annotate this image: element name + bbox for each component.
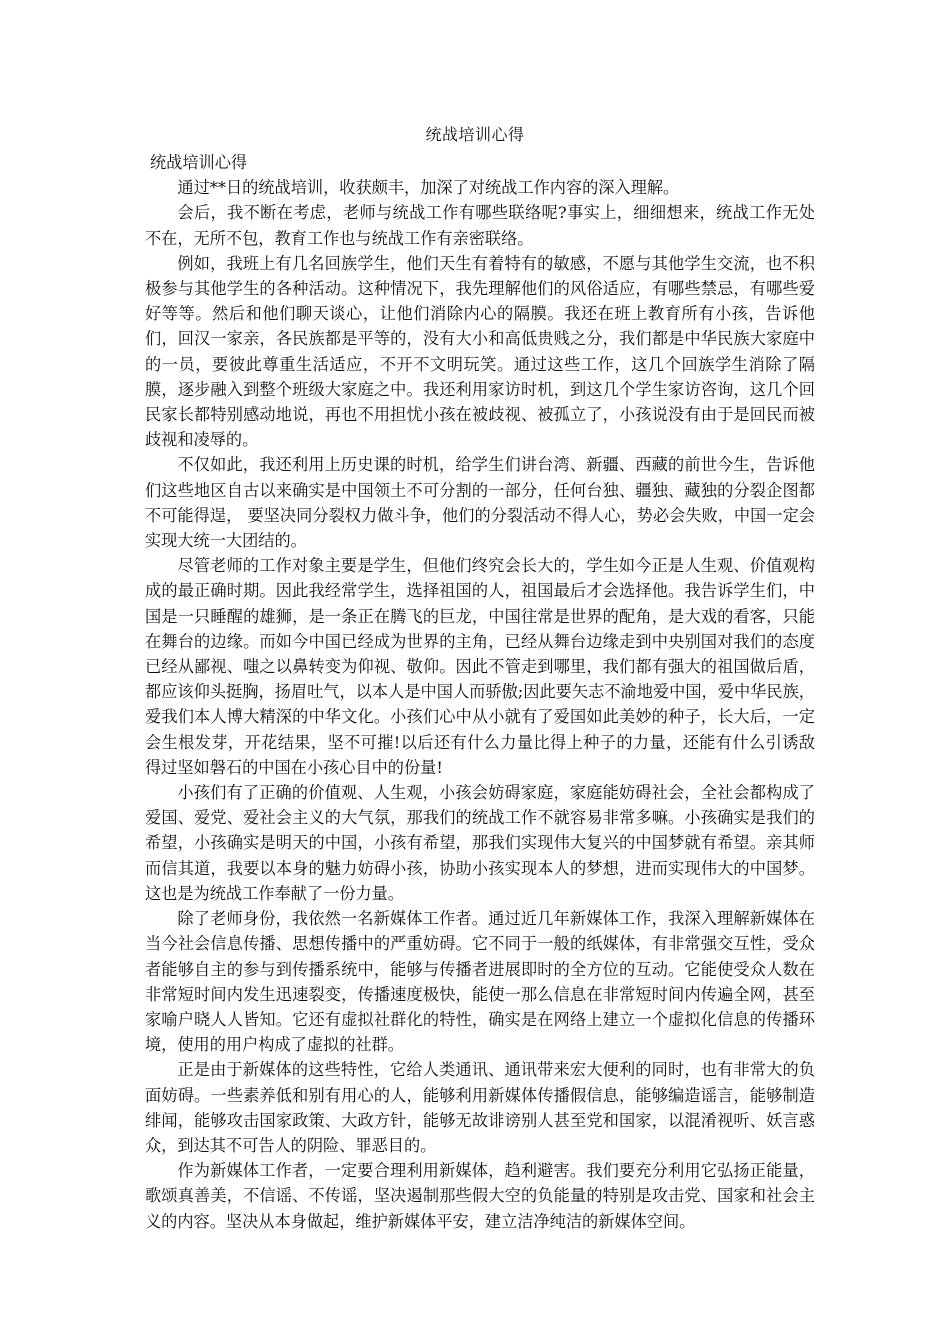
paragraph-8: 正是由于新媒体的这些特性，它给人类通讯、通讯带来宏大便利的同时，也有非常大的负面妨碍。一些素养低和别有用心的人，能够利用新媒体传播假信息，能够编造谣言，能够制造绯闻，能够攻击国家政策、大政方针，能够无故诽谤别人甚至党和国家，以混淆视听、妖言惑众，到达其不可告人的阴险、罪恶目的。 (145, 1060, 815, 1155)
paragraph-4: 不仅如此，我还利用上历史课的时机，给学生们讲台湾、新疆、西藏的前世今生，告诉他们这些地区自古以来确实是中国领土不可分割的一部分，任何台独、疆独、藏独的分裂企图都不可能得逞， 要坚决同分裂权力做斗争，他们的分裂活动不得人心，势必会失败，中国一定会实现大统一大团结的。 (145, 455, 815, 551)
paragraph-7: 除了老师身份，我依然一名新媒体工作者。通过近几年新媒体工作，我深入理解新媒体在当今社会信息传播、思想传播中的严重妨碍。它不同于一般的纸媒体，有非常强交互性，受众者能够自主的参与到传播系统中，能够与传播者进展即时的全方位的互动。它能使受众人数在非常短时间内发生迅速裂变，传播速度极快，能使一那么信息在非常短时间内传遍全网，甚至家喻户晓人人皆知。它还有虚拟社群化的特性，确实是在网络上建立一个虚拟化信息的传播环境，使用的用户构成了虚拟的社群。 (145, 909, 815, 1055)
paragraph-9: 作为新媒体工作者，一定要合理利用新媒体，趋利避害。我们要充分利用它弘扬正能量，歌颂真善美，不信谣、不传谣，坚决遏制那些假大空的负能量的特别是攻击党、国家和社会主义的内容。坚决从本身做起，维护新媒体平安，建立洁净纯洁的新媒体空间。 (145, 1161, 815, 1231)
paragraph-2: 会后，我不断在考虑，老师与统战工作有哪些联络呢?事实上，细细想来，统战工作无处不在，无所不包，教育工作也与统战工作有亲密联络。 (145, 203, 815, 248)
paragraph-6: 小孩们有了正确的价值观、人生观，小孩会妨碍家庭，家庭能妨碍社会，全社会都构成了爱国、爱党、爱社会主义的大气氛，那我们的统战工作不就容易非常多嘛。小孩确实是我们的希望，小孩确实是明天的中国，小孩有希望，那我们实现伟大复兴的中国梦就有希望。亲其师而信其道，我要以本身的魅力妨碍小孩，协助小孩实现本人的梦想，进而实现伟大的中国梦。这也是为统战工作奉献了一份力量。 (145, 783, 815, 903)
document-subtitle: 统战培训心得 (150, 153, 248, 172)
paragraph-1: 通过**日的统战培训，收获颇丰，加深了对统战工作内容的深入理解。 (177, 178, 680, 198)
page-title: 统战培训心得 (425, 125, 525, 144)
paragraph-3: 例如，我班上有几名回族学生，他们天生有着特有的敏感，不愿与其他学生交流，也不积极参与其他学生的各种活动。这种情况下，我先理解他们的风俗适应，有哪些禁忌，有哪些爱好等等。然后和他们聊天谈心，让他们消除内心的隔膜。我还在班上教育所有小孩，告诉他们，回汉一家亲，各民族都是平等的，没有大小和高低贵贱之分，我们都是中华民族大家庭中的一员，要彼此尊重生活适应，不开不文明玩笑。通过这些工作，这几个回族学生消除了隔膜，逐步融入到整个班级大家庭之中。我还利用家访时机，到这几个学生家访咨询，这几个回民家长都特别感动地说，再也不用担忧小孩在被歧视、被孤立了，小孩说没有由于是回民而被歧视和凌辱的。 (145, 253, 815, 450)
paragraph-5: 尽管老师的工作对象主要是学生，但他们终究会长大的，学生如今正是人生观、价值观构成的最正确时期。因此我经常学生，选择祖国的人，祖国最后才会选择他。我告诉学生们，中国是一只睡醒的雄狮，是一条正在腾飞的巨龙，中国往常是世界的配角，是大戏的看客，只能在舞台的边缘。而如今中国已经成为世界的主角，已经从舞台边缘走到中央别国对我们的态度已经从鄙视、嗤之以鼻转变为仰视、敬仰。因此不管走到哪里，我们都有强大的祖国做后盾，都应该仰头挺胸，扬眉吐气，以本人是中国人而骄傲;因此要矢志不渝地爱中国，爱中华民族，爱我们本人博大精深的中华文化。小孩们心中从小就有了爱国如此美妙的种子，长大后，一定会生根发芽，开花结果，坚不可摧!以后还有什么力量比得上种子的力量，还能有什么引诱敌得过坚如磐石的中国在小孩心目中的份量! (145, 556, 815, 777)
document-body (145, 150, 815, 1234)
